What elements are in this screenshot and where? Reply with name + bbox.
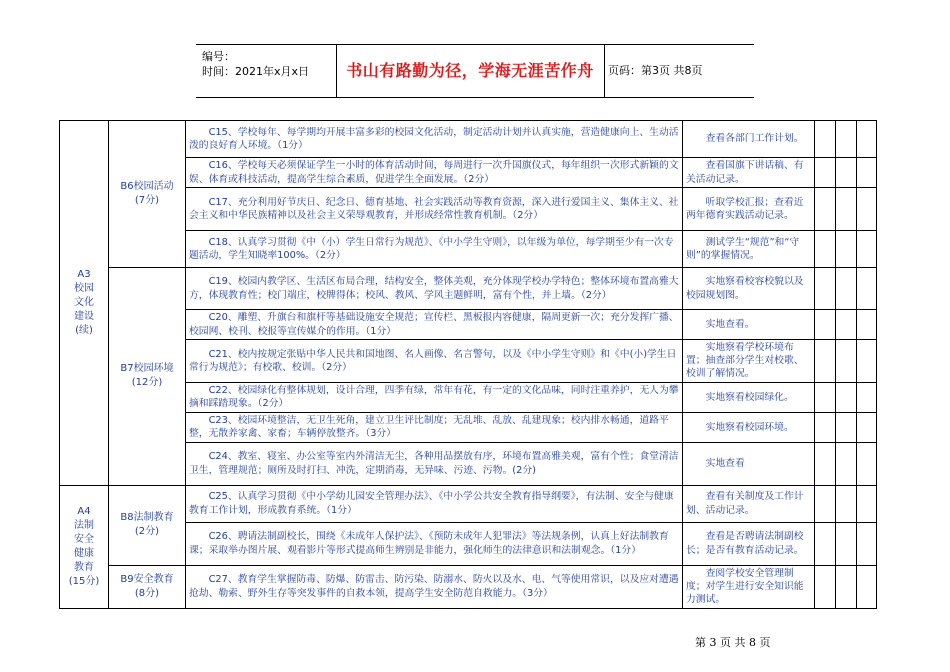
score-cell [857, 310, 877, 340]
score-cell [857, 565, 877, 608]
table-row [60, 485, 877, 522]
score-cell [857, 121, 877, 158]
score-cell [815, 565, 836, 608]
method-text: 查看国旗下讲话稿、有关活动记录。 [686, 160, 804, 185]
table-row [60, 565, 877, 608]
method-cell [683, 522, 815, 565]
criterion-cell [186, 522, 683, 565]
method-cell [683, 188, 815, 231]
score-cell [815, 522, 836, 565]
score-cell [857, 340, 877, 383]
score-cell [857, 158, 877, 188]
score-cell [815, 412, 836, 442]
method-cell [683, 382, 815, 412]
criterion-cell [186, 188, 683, 231]
b9-label: B9安全教育 (8分) [120, 573, 174, 599]
criterion-text: C19、校园内教学区、生活区布局合理，结构安全，整体美观，充分体现学校办学特色；整体环境布置高雅大方，体现教育性；校门端庄，校牌得体；校风、教风、学风主题鲜明，富有个性，并上墙。（2分） [189, 276, 679, 301]
score-cell [857, 382, 877, 412]
score-cell [836, 268, 857, 310]
score-cell [815, 231, 836, 268]
criterion-cell [186, 340, 683, 383]
score-cell [857, 522, 877, 565]
criterion-cell [186, 268, 683, 310]
a4-cell [60, 485, 109, 608]
page-label: 页码：第3页 共8页 [608, 64, 703, 77]
score-cell [815, 121, 836, 158]
header-divider [604, 45, 605, 97]
criterion-text: C22、校园绿化有整体规划，设计合理，四季有绿，常年有花，有一定的文化品味，同时注重养护，无人为攀摘和踩踏现象。（2分） [189, 384, 679, 410]
header-meta [202, 49, 309, 79]
method-cell [683, 485, 815, 522]
score-cell [815, 268, 836, 310]
score-cell [815, 188, 836, 231]
criterion-text: C27、教育学生掌握防毒、防爆、防雷击、防污染、防溺水、防火以及水、电、气等使用常识，以及应对遭遇抢劫、勒索、野外生存等突发事件的自救本领，提高学生安全防范自救能力。（3分） [189, 574, 679, 599]
score-cell [857, 188, 877, 231]
score-cell [836, 158, 857, 188]
a3-cell [60, 121, 109, 486]
table-row [60, 268, 877, 310]
score-cell [815, 158, 836, 188]
b7-cell [109, 268, 186, 486]
method-text: 实地察看校园绿化。 [705, 391, 794, 403]
b7-label: B7校园环境 (12分) [120, 363, 174, 389]
method-cell [683, 565, 815, 608]
score-cell [857, 268, 877, 310]
score-cell [836, 522, 857, 565]
method-text: 查看有关制度及工作计划、活动记录。 [686, 491, 804, 516]
criterion-cell [186, 382, 683, 412]
method-text: 实地察看学校环境布置；抽查部分学生对校歌、校训了解情况。 [686, 342, 804, 380]
method-cell [683, 268, 815, 310]
score-cell [815, 382, 836, 412]
score-cell [836, 412, 857, 442]
time-label: 时间：2021年x月x日 [202, 65, 310, 78]
criterion-text: C20、雕塑、升旗台和旗杆等基础设施安全规范；宣传栏、黑板报内容健康，隔周更新一次；充分发挥广播、校园网、校刊、校报等宣传媒介的作用。（1分） [189, 312, 679, 337]
score-cell [836, 310, 857, 340]
method-text: 查阅学校安全管理制度；对学生进行安全知识能力测试。 [686, 567, 804, 606]
b8-cell [109, 485, 186, 565]
score-cell [857, 412, 877, 442]
criterion-cell [186, 485, 683, 522]
method-text: 实地察看校园环境。 [705, 421, 794, 433]
criterion-cell [186, 565, 683, 608]
criterion-cell [186, 158, 683, 188]
criterion-text: C18、认真学习贯彻《中（小）学生日常行为规范》、《中小学生守则》，以年级为单位，每学期至少有一次专题活动，学生知晓率100%。（2分） [189, 236, 674, 261]
criterion-text: C16、学校每天必须保证学生一小时的体育活动时间，每周进行一次升国旗仪式，每年组织一次形式新颖的文娱、体育或科技活动，提高学生综合素质，促进学生全面发展。（2分） [189, 160, 679, 185]
criterion-cell [186, 121, 683, 158]
number-label: 编号： [202, 50, 235, 63]
criterion-cell [186, 442, 683, 485]
score-cell [857, 485, 877, 522]
criterion-text: C17、充分利用好节庆日、纪念日、德育基地、社会实践活动等教育资源，深入进行爱国主义、集体主义、社会主义和中华民族精神以及社会主义荣辱观教育，并形成经常性教育机制。（2分） [189, 196, 679, 221]
method-cell [683, 340, 815, 383]
method-cell [683, 412, 815, 442]
score-cell [836, 382, 857, 412]
method-cell [683, 442, 815, 485]
criterion-cell [186, 231, 683, 268]
score-cell [857, 231, 877, 268]
a3-label: A3 校园 文化 建设 (续) [74, 268, 94, 336]
score-cell [836, 121, 857, 158]
score-cell [836, 442, 857, 485]
method-cell [683, 310, 815, 340]
score-cell [836, 565, 857, 608]
criterion-text: C15、学校每年、每学期均开展丰富多彩的校园文化活动，制定活动计划并认真实施，营造健康向上、生动活泼的良好育人环境。（1分） [189, 126, 679, 151]
score-cell [815, 340, 836, 383]
score-cell [857, 442, 877, 485]
criterion-text: C21、校内按规定张贴中华人民共和国地图、名人画像、名言警句，以及《中小学生守则》和《中(小)学生日常行为规范》；有校歌、校训。（2分） [189, 348, 677, 373]
method-cell [683, 158, 815, 188]
page-footer: 第 3 页 共 8 页 [695, 636, 771, 649]
criterion-cell [186, 310, 683, 340]
score-cell [815, 442, 836, 485]
criterion-text: C24、教室、寝室、办公室等室内外清洁无尘，各种用品摆放有序，环境布置高雅美观，富有个性；食堂清洁卫生，管理规范；厕所及时打扫、冲洗，定期消毒，无异味、污迹、污物。(2分) [189, 451, 679, 476]
method-text: 实地查看 [705, 458, 745, 469]
method-text: 听取学校汇报；查看近两年德育实践活动记录。 [686, 196, 804, 221]
motto: 书山有路勤为径，学海无涯苦作舟 [346, 61, 594, 80]
score-cell [836, 188, 857, 231]
method-cell [683, 231, 815, 268]
criterion-text: C23、校园环境整洁，无卫生死角，建立卫生评比制度；无乱堆、乱放、乱建现象；校内排水畅通，道路平整，无散养家禽、家畜；车辆停放整齐。（3分） [189, 414, 669, 440]
criterion-text: C25、认真学习贯彻《中小学幼儿园安全管理办法》、《中小学公共安全教育指导纲要》，有法制、安全与健康教育工作计划，形成教育系统。（1分） [189, 491, 674, 516]
score-cell [836, 485, 857, 522]
b6-label: B6校园活动 (7分) [120, 181, 174, 206]
evaluation-table [59, 120, 877, 609]
method-text: 查看是否聘请法制副校长；是否有教育活动记录。 [686, 531, 804, 556]
table-row [60, 121, 877, 158]
method-cell [683, 121, 815, 158]
score-cell [836, 231, 857, 268]
method-text: 实地察看校容校貌以及校园规划图。 [686, 276, 804, 301]
a4-label: A4 法制 安全 健康 教育 (15分) [68, 505, 100, 587]
method-text: 实地查看。 [705, 318, 755, 330]
score-cell [815, 310, 836, 340]
criterion-text: C26、聘请法制副校长，围绕《未成年人保护法》、《预防未成年人犯罪法》等法规条例，认真上好法制教育课；采取举办图片展、观看影片等形式提高师生辨别是非能力，强化师生的法律意识和法制观念。（1分） [189, 531, 669, 556]
b9-cell [109, 565, 186, 608]
b6-cell [109, 121, 186, 268]
page-header [196, 44, 754, 98]
method-text: 测试学生“规范”和“守则”的掌握情况。 [686, 236, 800, 261]
score-cell [836, 340, 857, 383]
criterion-cell [186, 412, 683, 442]
score-cell [815, 485, 836, 522]
method-text: 查看各部门工作计划。 [705, 133, 804, 145]
b8-label: B8法制教育 (2分) [120, 512, 174, 538]
